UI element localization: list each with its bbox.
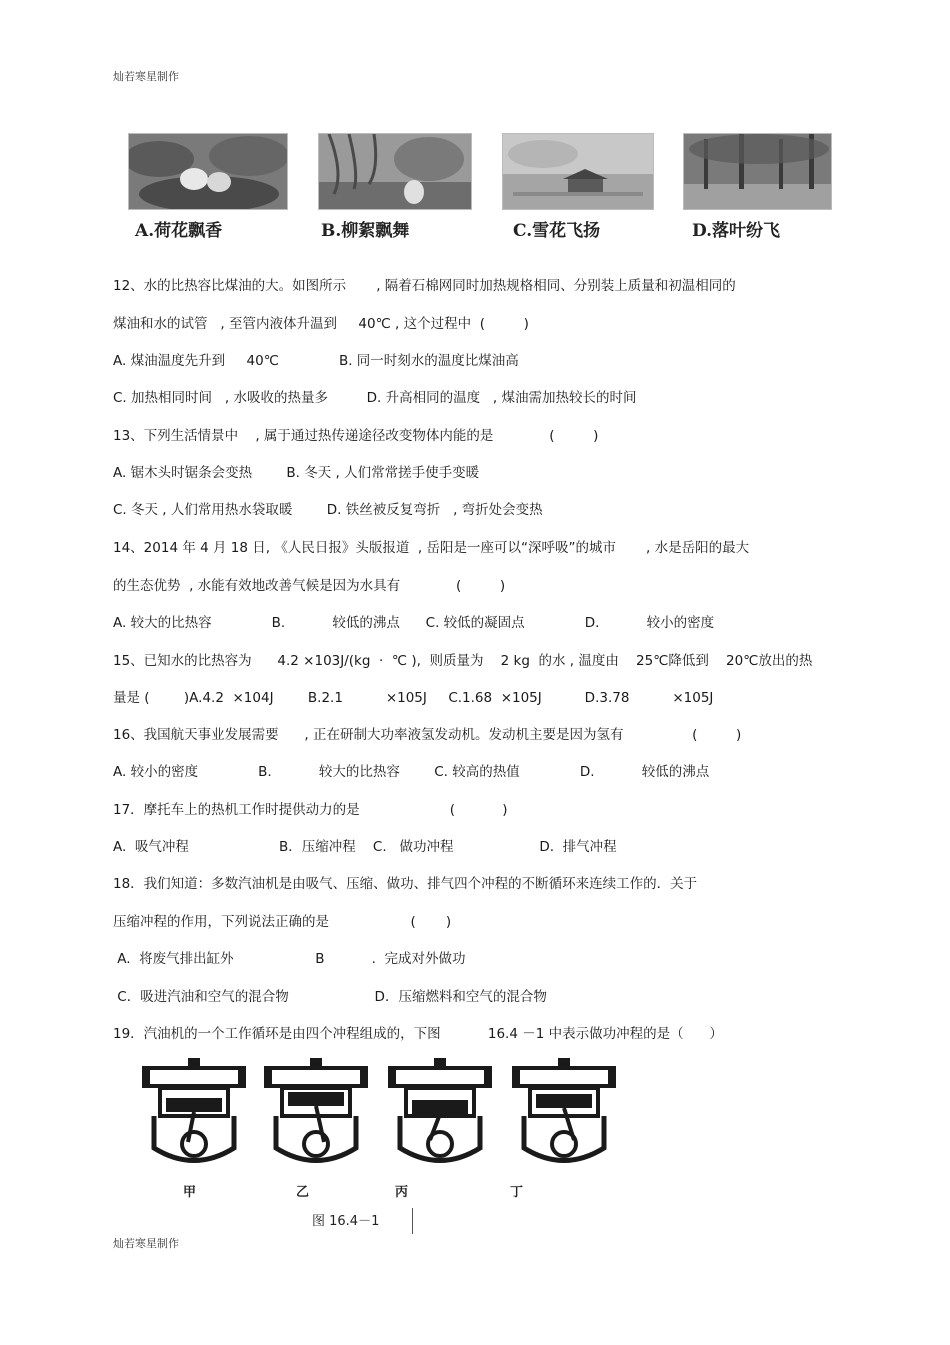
engine-diagram-icon xyxy=(262,1058,370,1170)
image-caption-c: C.雪花飞扬 xyxy=(513,221,601,241)
question-line: 19．汽油机的一个工作循环是由四个冲程组成的，下图 16.4 －1 中表示做功冲程的是（ ） xyxy=(113,1026,723,1042)
option-line: A. 煤油温度先升到 40℃ B. 同一时刻水的温度比煤油高 xyxy=(113,353,519,369)
question-line: 16、我国航天事业发展需要 , 正在研制大功率液氢发动机。发动机主要是因为氢有 ( ) xyxy=(113,727,742,743)
option-line: C．吸进汽油和空气的混合物 D．压缩燃料和空气的混合物 xyxy=(113,989,547,1005)
question-line: 的生态优势 , 水能有效地改善气候是因为水具有 ( ) xyxy=(113,578,506,594)
engine-label: 甲 xyxy=(183,1185,197,1200)
figure-caption-text: 图 16.4－1 xyxy=(312,1214,380,1229)
option-line: A. 锯木头时锯条会变热 B. 冬天 , 人们常常搓手使手变暖 xyxy=(113,465,480,481)
question-line: 煤油和水的试管 , 至管内液体升温到 40℃ , 这个过程中 ( ) xyxy=(113,316,529,332)
option-line: A. 较大的比热容 B. 较低的沸点 C. 较低的凝固点 D. 较小的密度 xyxy=(113,615,715,631)
engine-label: 丙 xyxy=(395,1185,409,1200)
engine-diagram-icon xyxy=(386,1058,494,1170)
engine-label: 乙 xyxy=(296,1185,310,1200)
willow-photo-icon xyxy=(318,133,472,210)
snow-photo-icon xyxy=(502,133,654,210)
question-line: 13、下列生活情景中 , 属于通过热传递途径改变物体内能的是 ( ) xyxy=(113,428,599,444)
question-line: 14、2014 年 4 月 18 日, 《人民日报》头版报道 , 岳阳是一座可以“深呼吸”的城市 , 水是岳阳的最大 xyxy=(113,540,750,556)
image-caption-a: A.荷花飘香 xyxy=(135,221,223,241)
question-line: 12、水的比热容比煤油的大。如图所示 , 隔着石棉网同时加热规格相同、分别装上质量和初温相同的 xyxy=(113,278,736,294)
question-line: 15、已知水的比热容为 4.2 ×103J/(kg · ℃ ), 则质量为 2 kg 的水 , 温度由 25℃降低到 20℃放出的热 xyxy=(113,653,813,669)
image-caption-d: D.落叶纷飞 xyxy=(692,221,781,241)
question-line: 压缩冲程的作用，下列说法正确的是 ( ) xyxy=(113,914,452,930)
engine-diagram-icon xyxy=(510,1058,618,1170)
engine-label: 丁 xyxy=(510,1185,524,1200)
option-line: A. 将废气排出缸外 B . 完成对外做功 xyxy=(113,951,466,967)
image-caption-b: B.柳絮飘舞 xyxy=(321,221,410,241)
falling-leaves-photo-icon xyxy=(683,133,832,210)
question-line: 18．我们知道：多数汽油机是由吸气、压缩、做功、排气四个冲程的不断循环来连续工作的．关于 xyxy=(113,876,698,892)
figure-caption xyxy=(300,1208,413,1234)
option-line: C. 冬天 , 人们常用热水袋取暖 D. 铁丝被反复弯折 , 弯折处会变热 xyxy=(113,502,543,518)
engine-diagram-icon xyxy=(140,1058,248,1170)
option-line: A. 吸气冲程 B．压缩冲程 C. 做功冲程 D. 排气冲程 xyxy=(113,839,617,855)
question-line: 量是 ( )A.4.2 ×104J B.2.1 ×105J C.1.68 ×105J D.3.78 ×105J xyxy=(113,690,714,706)
option-line: A. 较小的密度 B. 较大的比热容 C. 较高的热值 D. 较低的沸点 xyxy=(113,764,710,780)
question-line: 17．摩托车上的热机工作时提供动力的是 ( ) xyxy=(113,802,508,818)
page-header: 灿若寒星制作 xyxy=(113,70,179,83)
option-line: C. 加热相同时间 , 水吸收的热量多 D. 升高相同的温度 , 煤油需加热较长的时间 xyxy=(113,390,637,406)
page-footer: 灿若寒星制作 xyxy=(113,1237,179,1250)
lotus-photo-icon xyxy=(128,133,288,210)
